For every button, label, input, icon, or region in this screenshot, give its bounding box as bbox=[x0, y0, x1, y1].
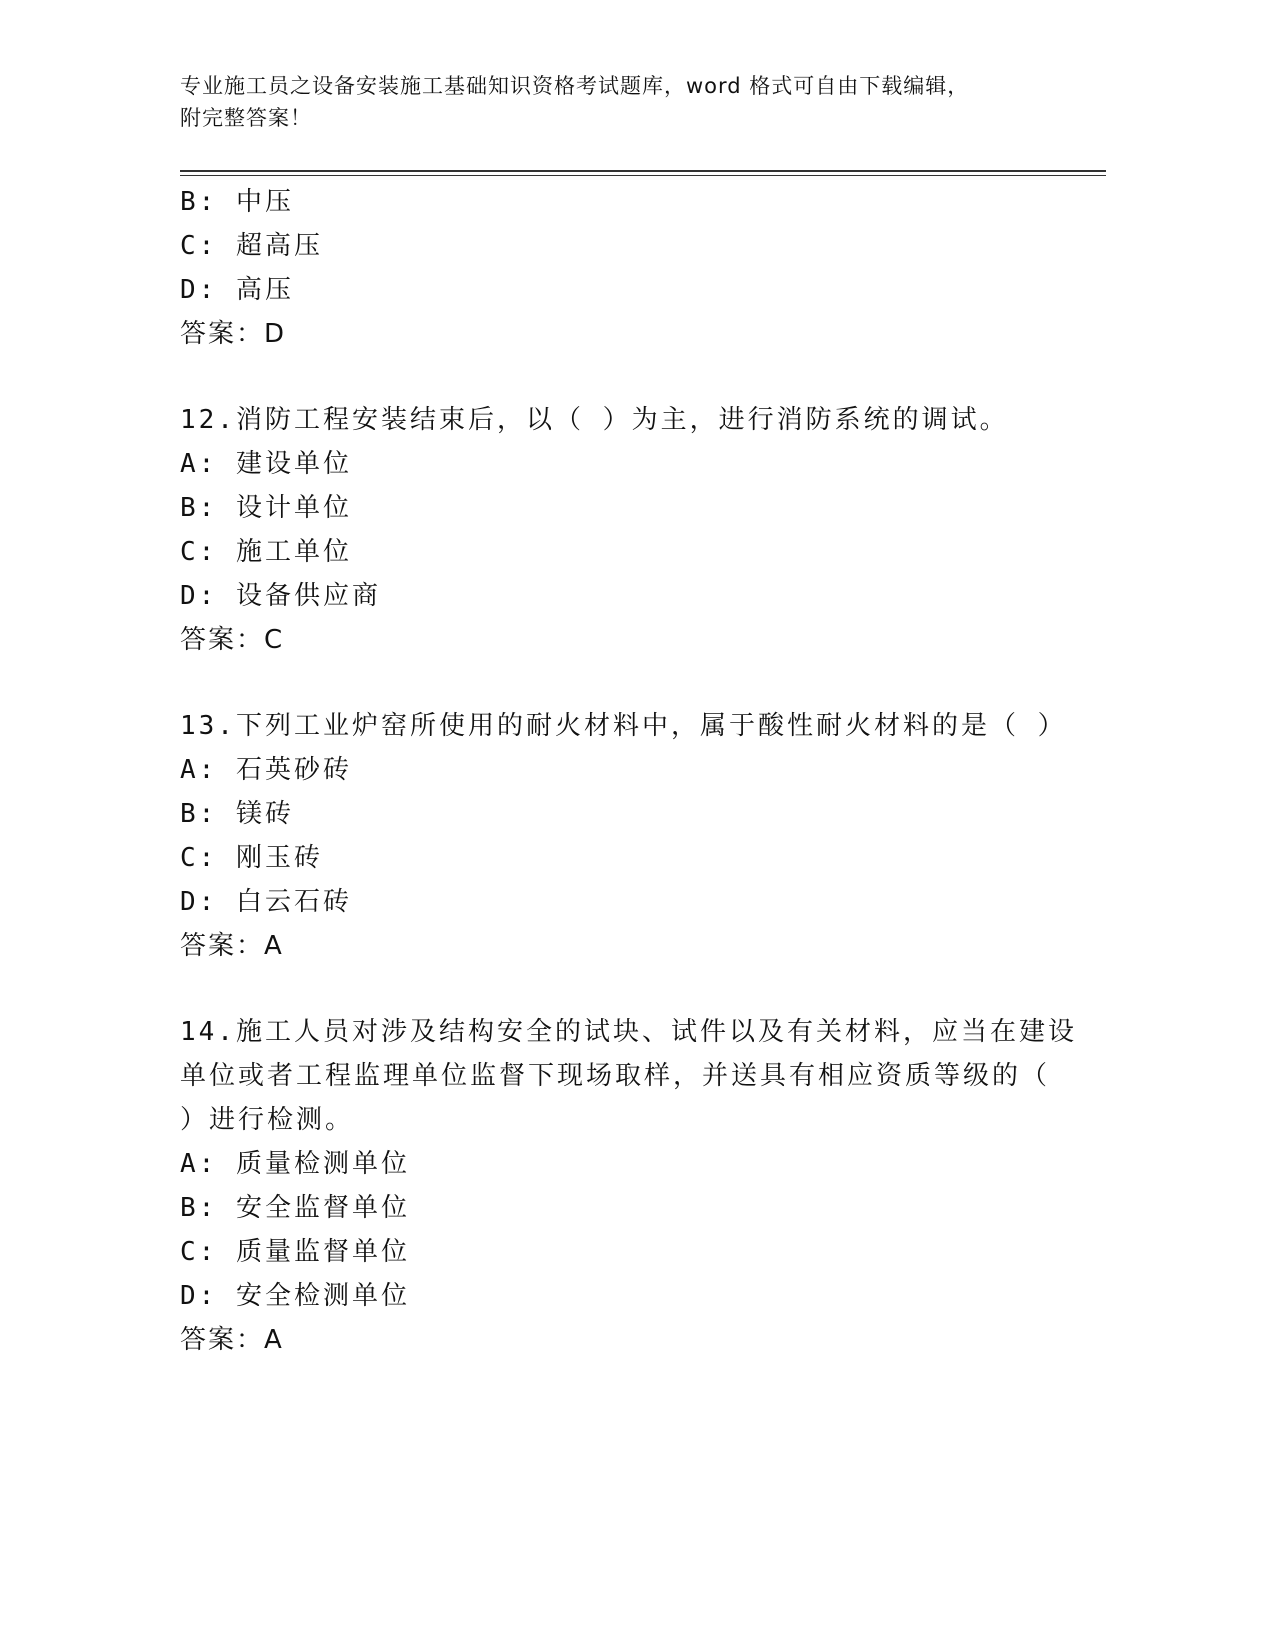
answer-line: 答案：D bbox=[180, 319, 287, 349]
question-13 bbox=[180, 704, 1080, 968]
option-b: B: 设计单位 bbox=[180, 493, 352, 523]
answer-line: 答案：C bbox=[180, 625, 285, 655]
option-d: D: 设备供应商 bbox=[180, 581, 381, 611]
question-stem-line-2: 单位或者工程监理单位监督下现场取样，并送具有相应资质等级的（ bbox=[180, 1061, 1051, 1091]
header-line-1: 专业施工员之设备安装施工基础知识资格考试题库，word 格式可自由下载编辑， bbox=[180, 74, 970, 98]
option-d: D: 白云石砖 bbox=[180, 887, 352, 917]
document-header bbox=[180, 70, 1060, 134]
spacer bbox=[180, 356, 1080, 398]
spacer bbox=[180, 662, 1080, 704]
option-b: B: 镁砖 bbox=[180, 799, 294, 829]
question-12 bbox=[180, 398, 1080, 662]
header-line-2: 附完整答案！ bbox=[180, 106, 312, 130]
option-b: B: 中压 bbox=[180, 187, 294, 217]
header-divider-thick bbox=[180, 170, 1106, 172]
option-c: C: 超高压 bbox=[180, 231, 323, 261]
header-divider-thin bbox=[180, 175, 1106, 176]
option-d: D: 高压 bbox=[180, 275, 294, 305]
question-stem-line-1: 14.施工人员对涉及结构安全的试块、试件以及有关材料，应当在建设 bbox=[180, 1017, 1077, 1047]
option-c: C: 施工单位 bbox=[180, 537, 352, 567]
option-c: C: 质量监督单位 bbox=[180, 1237, 410, 1267]
question-content bbox=[180, 180, 1080, 1362]
answer-line: 答案：A bbox=[180, 931, 284, 961]
question-stem: 12.消防工程安装结束后，以（ ）为主，进行消防系统的调试。 bbox=[180, 405, 1009, 435]
carryover-block bbox=[180, 180, 1080, 356]
question-stem: 13.下列工业炉窑所使用的耐火材料中，属于酸性耐火材料的是（ ） bbox=[180, 711, 1067, 741]
answer-line: 答案：A bbox=[180, 1325, 284, 1355]
question-stem-line-3: ）进行检测。 bbox=[180, 1105, 355, 1135]
spacer bbox=[180, 968, 1080, 1010]
option-a: A: 石英砂砖 bbox=[180, 755, 352, 785]
option-d: D: 安全检测单位 bbox=[180, 1281, 410, 1311]
option-b: B: 安全监督单位 bbox=[180, 1193, 410, 1223]
question-14 bbox=[180, 1010, 1080, 1362]
option-a: A: 质量检测单位 bbox=[180, 1149, 410, 1179]
option-a: A: 建设单位 bbox=[180, 449, 352, 479]
option-c: C: 刚玉砖 bbox=[180, 843, 323, 873]
